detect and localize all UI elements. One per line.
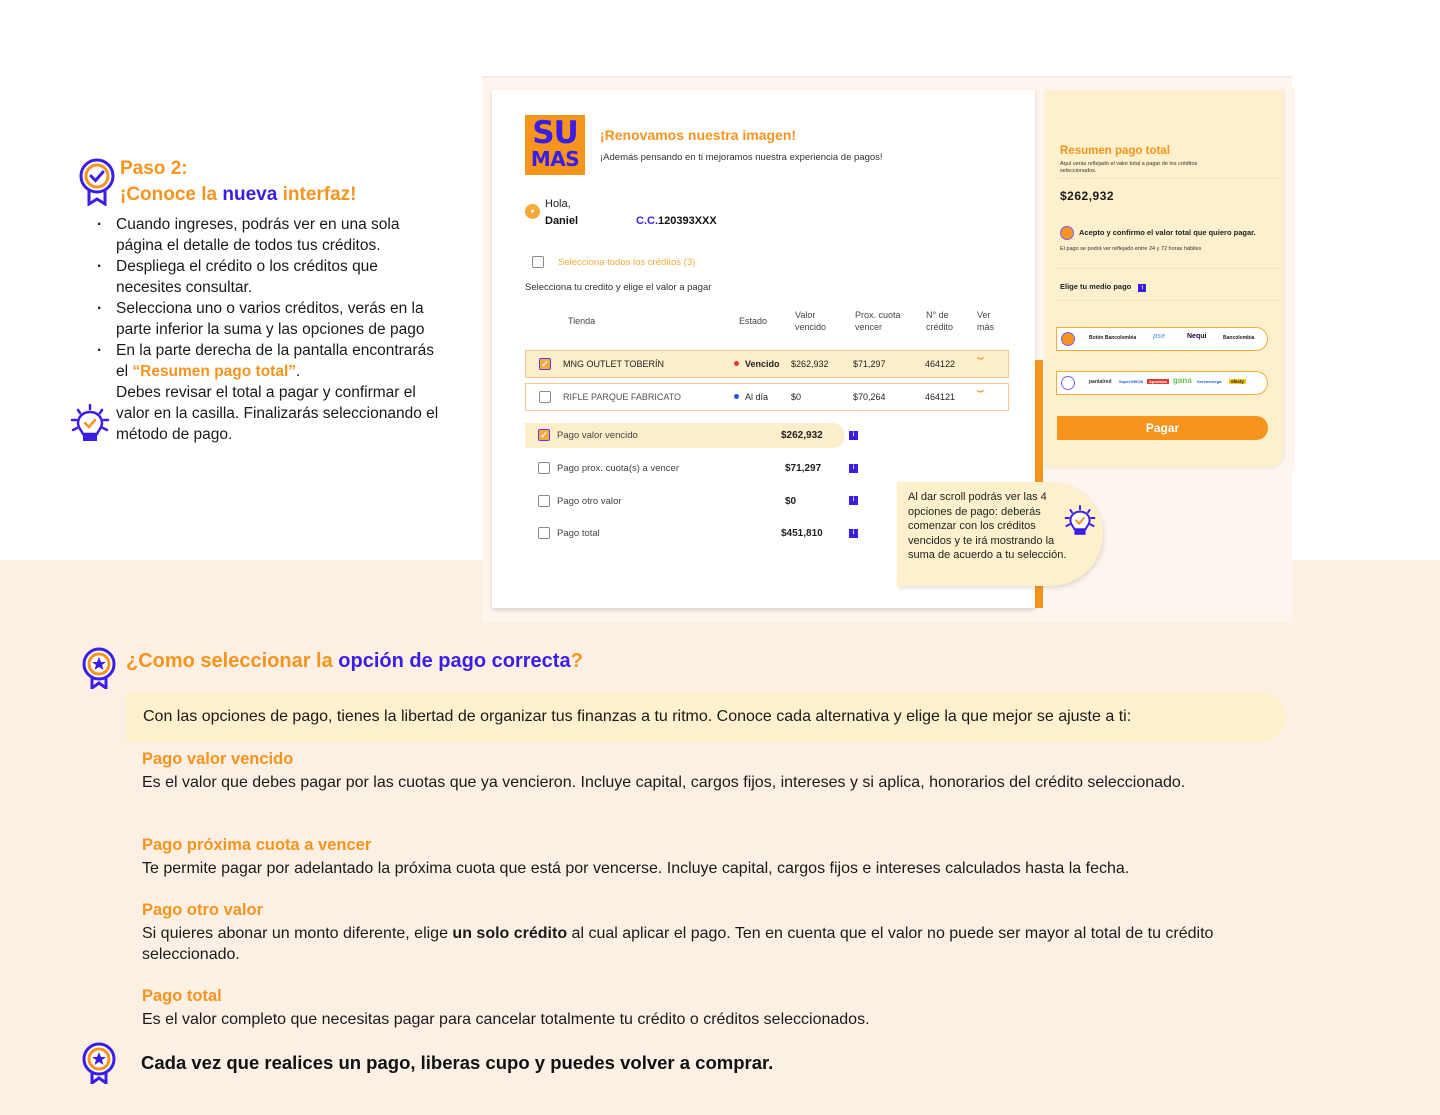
def-text: Es el valor que debes pagar por las cuotas que ya vencieron. Incluye capital, cargos fijos, intereses y si aplica, honorarios del crédito seleccionado. xyxy=(142,774,1186,791)
select-hint: Selecciona tu credito y elige el valor a pagar xyxy=(525,282,712,293)
guide-title xyxy=(126,650,583,673)
banner-title: ¡Renovamos nuestra imagen! xyxy=(600,127,797,143)
payment-method-cash[interactable] xyxy=(1056,371,1268,395)
medal-star-icon xyxy=(81,1042,117,1084)
apuestas-logo: Apuestas xyxy=(1149,379,1168,384)
status-dot-icon xyxy=(734,361,739,366)
user-avatar-icon: ● xyxy=(525,204,540,219)
efecty-logo: efecty xyxy=(1231,379,1245,384)
credit-row[interactable] xyxy=(525,383,1009,411)
guide-title-highlight: opción de pago correcta xyxy=(338,650,571,672)
lightbulb-icon xyxy=(70,404,110,446)
row-valor-vencido: $0 xyxy=(791,392,802,402)
option-checkbox[interactable] xyxy=(538,495,550,507)
payment-option[interactable] xyxy=(525,456,845,481)
row-valor-vencido: $262,932 xyxy=(791,359,829,369)
greeting: Hola, xyxy=(545,198,571,210)
user-id xyxy=(636,215,717,227)
divider xyxy=(1055,300,1280,301)
bullet-item xyxy=(97,340,447,382)
option-label: Pago prox. cuota(s) a vencer xyxy=(557,463,679,474)
payment-option[interactable] xyxy=(525,521,845,546)
def-text-part: al cual aplicar el pago. Ten en cuenta que el valor no puede ser mayor al total de tu crédito seleccionado. xyxy=(142,925,1214,963)
bancolombia-logo: Bancolombia xyxy=(1223,335,1255,341)
step-bullets xyxy=(97,214,447,445)
header-estado: Estado xyxy=(739,316,768,326)
def-text-part: Si quieres abonar un monto diferente, elige xyxy=(142,925,453,942)
header-valor-vencido: Valor vencido xyxy=(795,310,827,332)
row-tienda: MNG OUTLET TOBERÍN xyxy=(563,359,665,369)
divider xyxy=(1055,178,1280,179)
banner-subtitle: ¡Además pensando en ti mejoramos nuestra experiencia de pagos! xyxy=(600,152,883,163)
select-all-label[interactable]: Selecciona todos los créditos (3) xyxy=(558,257,696,268)
sumas-logo xyxy=(525,115,585,175)
chevron-down-icon[interactable]: ˇ xyxy=(976,388,984,403)
row-estado xyxy=(734,392,768,402)
servientrega-logo: Servientrega xyxy=(1197,379,1222,384)
bullet-item: · Selecciona uno o varios créditos, verás en la parte inferior la suma y las opciones de pago xyxy=(97,298,447,340)
supergiros-logo: SuperGIROS xyxy=(1119,379,1144,384)
closing-message: Cada vez que realices un pago, liberas cupo y puedes volver a comprar. xyxy=(141,1052,774,1073)
row-n-credito: 464122 xyxy=(925,359,956,369)
bullet-highlight: “Resumen pago total” xyxy=(132,363,297,380)
def-heading: Pago valor vencido xyxy=(142,750,294,768)
user-name: Daniel xyxy=(545,215,579,227)
def-heading: Pago próxima cuota a vencer xyxy=(142,836,372,854)
bullet-item: · Despliega el crédito o los créditos que necesites consultar. xyxy=(97,256,447,298)
header-prox-cuota: Prox. cuota vencer xyxy=(855,310,901,332)
summary-amount: $262,932 xyxy=(1060,189,1115,203)
method-radio[interactable] xyxy=(1061,332,1075,346)
chevron-down-icon[interactable]: ˇ xyxy=(976,355,984,370)
info-icon[interactable]: i xyxy=(849,529,858,538)
row-checkbox[interactable]: ✓ xyxy=(539,358,551,370)
cc-label: C.C. xyxy=(636,215,658,227)
header-n-credito: N° de crédito xyxy=(926,310,954,332)
boton-bancolombia-logo: Botón Bancolombia xyxy=(1089,335,1137,341)
tooltip-text: Al dar scroll podrás ver las 4 opciones de pago: deberás comenzar con los créditos vencidos y te irá mostrando la suma de acuerdo a tu selección. xyxy=(908,491,1067,561)
row-estado-text: Al día xyxy=(745,392,769,402)
def-heading: Pago total xyxy=(142,987,222,1005)
option-value: $262,932 xyxy=(781,430,823,441)
logo-line2: MAS xyxy=(530,147,580,171)
nequi-logo: Nequi xyxy=(1187,333,1207,340)
select-all-checkbox[interactable] xyxy=(532,256,544,268)
bullet-text: En la parte derecha de la pantalla encontrarás el xyxy=(116,342,434,380)
header-ver-mas: Ver más xyxy=(977,310,995,332)
cc-value: 120393XXX xyxy=(658,215,717,227)
pantalred-logo: pantalred xyxy=(1089,379,1112,385)
option-checkbox[interactable]: ✓ xyxy=(538,429,550,441)
step-title-part: ¡Conoce la xyxy=(120,184,223,205)
step-title-part: interfaz! xyxy=(277,184,357,205)
payment-option[interactable] xyxy=(525,423,845,448)
bullet-item: · Cuando ingreses, podrás ver en una sola página el detalle de todos tus créditos. xyxy=(97,214,447,256)
def-text xyxy=(142,923,1272,965)
guide-title-part: ? xyxy=(570,650,583,672)
payment-method-online[interactable] xyxy=(1056,327,1268,351)
def-heading: Pago otro valor xyxy=(142,901,264,919)
step-title-line1: Paso 2: xyxy=(120,158,188,179)
pay-button[interactable]: Pagar xyxy=(1057,416,1268,440)
row-n-credito: 464121 xyxy=(925,392,956,402)
def-text: Te permite pagar por adelantado la próxima cuota que está por vencerse. Incluye capital, cargos fijos e intereses calculados hasta la fecha. xyxy=(142,860,1130,877)
option-label: Pago valor vencido xyxy=(557,430,638,441)
option-checkbox[interactable] xyxy=(538,527,550,539)
summary-description: Aquí verás reflejado el valor total a pagar de los créditos seleccionados. xyxy=(1060,161,1198,174)
bullet-text: . xyxy=(296,363,301,380)
def-text-bold: un solo crédito xyxy=(452,925,568,942)
method-label-text: Elige tu medio pago xyxy=(1060,282,1132,291)
info-icon[interactable]: i xyxy=(1138,284,1146,292)
step-title xyxy=(120,156,357,208)
payment-option[interactable] xyxy=(525,489,845,514)
gana-logo: gana xyxy=(1173,376,1192,385)
info-icon[interactable]: i xyxy=(849,464,858,473)
payment-method-label xyxy=(1060,282,1146,292)
row-estado-text: Vencido xyxy=(745,359,780,369)
lightbulb-icon xyxy=(1064,505,1096,539)
guide-title-part: ¿Como seleccionar la xyxy=(126,650,339,672)
medal-check-icon xyxy=(78,158,116,206)
credit-row[interactable] xyxy=(525,350,1009,378)
medal-star-icon xyxy=(81,647,117,689)
row-prox-cuota: $70,264 xyxy=(853,392,886,402)
confirm-label[interactable]: Acepto y confirmo el valor total que quiero pagar. xyxy=(1079,228,1256,237)
confirm-radio[interactable] xyxy=(1060,226,1074,240)
method-radio[interactable] xyxy=(1061,376,1075,390)
logo-line1: SU xyxy=(532,115,578,151)
row-estado xyxy=(734,359,780,369)
header-tienda: Tienda xyxy=(568,316,596,326)
def-text: Es el valor completo que necesitas pagar para cancelar totalmente tu crédito o créditos seleccionados. xyxy=(142,1011,870,1028)
info-icon[interactable]: i xyxy=(849,496,858,505)
divider xyxy=(1055,268,1280,269)
row-checkbox[interactable] xyxy=(539,391,551,403)
option-label: Pago total xyxy=(557,528,600,539)
intro-text: Con las opciones de pago, tienes la libertad de organizar tus finanzas a tu ritmo. Conoce cada alternativa y elige la que mejor se ajuste a ti: xyxy=(143,708,1132,725)
row-prox-cuota: $71,297 xyxy=(853,359,886,369)
pse-logo: pse xyxy=(1153,333,1166,340)
summary-title: Resumen pago total xyxy=(1060,145,1170,157)
status-dot-icon xyxy=(734,394,739,399)
option-value: $451,810 xyxy=(781,528,823,539)
option-checkbox[interactable] xyxy=(538,462,550,474)
info-icon[interactable]: i xyxy=(849,431,858,440)
row-tienda: RIFLE PARQUE FABRICATO xyxy=(563,392,682,402)
option-value: $71,297 xyxy=(785,463,822,474)
option-value: $0 xyxy=(785,496,797,507)
payment-note: El pago se podrá ver reflejado entre 24 y 72 horas hábiles xyxy=(1060,246,1202,252)
step-title-highlight: nueva xyxy=(222,184,278,205)
option-label: Pago otro valor xyxy=(557,496,622,507)
note-text: Debes revisar el total a pagar y confirmar el valor en la casilla. Finalizarás seleccionando el método de pago. xyxy=(116,384,439,443)
